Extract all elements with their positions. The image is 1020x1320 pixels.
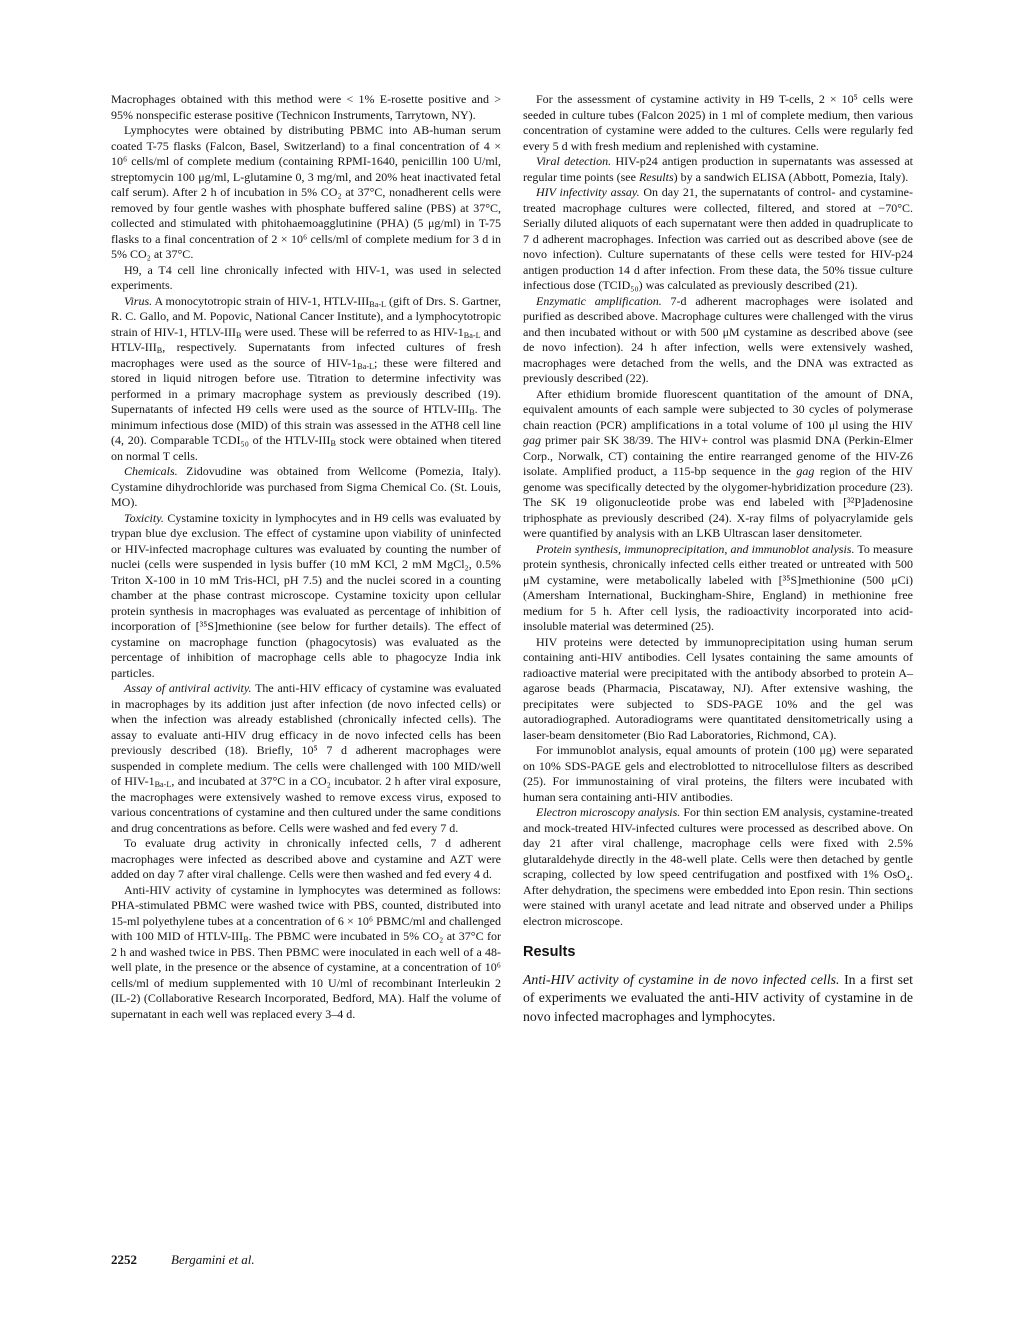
results-heading: Results [523, 944, 576, 960]
paragraph: Toxicity. Cystamine toxicity in lymphocytes and in H9 cells was evaluated by trypan blue dye exclusion. The effect of cystamine upon viability of uninfected or HIV-infected macrophage cultures was evaluated by counting the number of nuclei (cells were suspended in lysis buffer (10 mM KCl, 2 mM MgCl₂, 0.5% Triton X-100 in 10 mM Tris-HCl, pH 7.5) and the nuclei scored in a counting chamber at the phase contrast microscope. Cystamine toxicity upon cellular protein synthesis in macrophages was evaluated as percentage of inhibition of incorporation of [³⁵S]methionine (see below for further details). The effect of cystamine on macrophage function (phagocytosis) was evaluated as the percentage of inhibition of macrophage cells able to phagocyze India ink particles. [111, 510, 501, 680]
left-column [111, 92, 501, 1026]
paragraph: HIV infectivity assay. On day 21, the supernatants of control- and cystamine-treated macrophage cultures were collected, filtered, and stored at −70°C. Serially diluted aliquots of each supernatant were then added in quadruplicate to 7 d adherent macrophages. Infection was carried out as described above (see de novo infection). Culture supernatants of these cells were tested for HIV-p24 antigen production 14 d after infection. From these data, the 50% tissue culture infectious dose (TCID₅₀) was calculated as previously described (21). [523, 185, 914, 292]
paragraph: Lymphocytes were obtained by distributing PBMC into AB-human serum coated T-75 flasks (Falcon, Basel, Switzerland) to a final concentration of 4 × 10⁶ cells/ml of complete medium (containing RPMI-1640, penicillin 100 U/ml, streptomycin 100 μg/ml, L-glutamine 0, 3 mg/ml, and 20% heat inactivated fetal calf serum). After 2 h of incubation in 5% CO₂ at 37°C, nonadherent cells were removed by four gentle washes with phosphate buffered saline (PBS) at 37°C, collected and stimulated with phitohaemoagglutinine (PHA) (5 μg/ml) in T-75 flasks to a final concentration of 2 × 10⁶ cells/ml of complete medium for 3 d in 5% CO₂ at 37°C. [111, 123, 501, 261]
paragraph: Protein synthesis, immunoprecipitation, and immunoblot analysis. To measure protein synthesis, chronically infected cells either treated or untreated with 500 μM cystamine, were metabolically labeled with [³⁵S]methionine (500 μCi) (Amersham International, Buckingham-Shire, England) in methionine free medium for 5 h. After cell lysis, the radioactivity incorporated into acid-insoluble material was determined (25). [523, 541, 913, 633]
results-intro-paragraph: Anti-HIV activity of cystamine in de novo infected cells. In a first set of experiments we evaluated the anti-HIV activity of cystamine in de novo infected macrophages and lymphocytes. [523, 971, 913, 1024]
paragraph: Enzymatic amplification. 7-d adherent macrophages were isolated and purified as described above. Macrophage cultures were challenged with the virus and then incubated without or with 500 μM cystamine as described above (see de novo infection). 24 h after infection, wells were extensively washed, macrophages were detached from the wells, and the DNA was extracted as previously described (22). [523, 293, 914, 385]
paragraph: For the assessment of cystamine activity in H9 T-cells, 2 × 10⁵ cells were seeded in culture tubes (Falcon 2025) in 1 ml of complete medium, then various concentration of cystamine were added to the cultures. Cells were regularly fed every 5 d with fresh medium and replenished with cystamine. [523, 92, 913, 153]
running-authors: Bergamini et al. [171, 1252, 255, 1267]
paragraph: Assay of antiviral activity. The anti-HIV efficacy of cystamine was evaluated in macrophages by its addition just after infection (de novo infected cells) or when the infection was already established (chronically infected cells). The assay to evaluate anti-HIV drug efficacy in de novo infected cells has been previously described (18). Briefly, 10⁵ 7 d adherent macrophages were suspended in complete medium. The cells were challenged with 100 MID/well of HIV-$1_{Ba-L}$, and incubated at 37°C in a CO₂ incubator. 2 h after viral exposure, the macrophages were extensively washed to remove excess virus, exposed to various concentrations of cystamine and then cultured under the same conditions and drug concentrations as before. Cells were washed and fed every 7 d. [111, 681, 502, 835]
paragraph: Chemicals. Zidovudine was obtained from Wellcome (Pomezia, Italy). Cystamine dihydrochloride was purchased from Sigma Chemical Co. (St. Louis, MO). [111, 464, 501, 509]
paragraph: Viral detection. HIV-p24 antigen production in supernatants was assessed at regular time points (see Results) by a sandwich ELISA (Abbott, Pomezia, Italy). [523, 154, 913, 184]
right-column [523, 92, 913, 1026]
paragraph: For immunoblot analysis, equal amounts of protein (100 μg) were separated on 10% SDS-PAGE gels and electroblotted to nitrocellulose filters as described (25). For immunostaining of viral proteins, the filters were incubated with human sera containing anti-HIV antibodies. [523, 743, 913, 804]
page-footer [111, 1252, 611, 1268]
paragraph: To evaluate drug activity in chronically infected cells, 7 d adherent macrophages were infected as described above and cystamine and AZT were added on day 7 after viral challenge. Cells were then washed and fed every 4 d. [111, 836, 501, 881]
page-number: 2252 [111, 1252, 137, 1267]
two-column-text-area [111, 92, 913, 1026]
paragraph: After ethidium bromide fluorescent quantitation of the amount of DNA, equivalent amounts of each sample were subjected to 30 cycles of polymerase chain reaction (PCR) amplifications in a total volume of 100 μl using the HIV gag primer pair SK 38/39. The HIV+ control was plasmid DNA (Perkin-Elmer Corp., Norwalk, CT) containing the entire rearranged genome of the HIV-Z6 isolate. Amplified product, a 115-bp sequence in the gag region of the HIV genome was specifically detected by the olygomer-hybridization procedure (23). The SK 19 oligonucleotide probe was end labeled with [³²P]adenosine triphosphate as previously described (24). X-ray films of polyacrylamide gels were quantified by analysis with an LKB Ultrascan laser densitometer. [523, 386, 913, 540]
right-column-methods [523, 92, 913, 929]
paragraph: HIV proteins were detected by immunoprecipitation using human serum containing anti-HIV antibodies. Cell lysates containing the same amounts of radioactive material were precipitated with the antibody absorbed to protein A–agarose beads (Pharmacia, Piscataway, NJ). After extensive washing, the precipitates were subjected to SDS-PAGE 10% and the gel was autoradiographed. Autoradiograms were quantitated densitometrically using a laser-beam densitometer (Bio Rad Laboratories, Richmond, CA). [523, 634, 913, 742]
paragraph: H9, a T4 cell line chronically infected with HIV-1, was used in selected experiments. [111, 262, 501, 292]
paragraph: Anti-HIV activity of cystamine in lymphocytes was determined as follows: PHA-stimulated PBMC were washed twice with PBS, counted, distributed into 15-ml polyethylene tubes at a concentration of 6 × 10⁶ PBMC/ml and challenged with 100 MID of HTLV-$III_B$. The PBMC were incubated in 5% CO₂ at 37°C for 2 h and washed twice in PBS. Then PBMC were inoculated in each well of a 48-well plate, in the presence or the absence of cystamine, at a concentration of 10⁶ cells/ml of medium supplemented with 10 U/ml of recombinant Interleukin 2 (IL-2) (Collaborative Research Incorporated, Bedford, MA). Half the volume of supernatant in each well was replaced every 3–4 d. [111, 882, 502, 1021]
paragraph: Electron microscopy analysis. For thin section EM analysis, cystamine-treated and mock-treated HIV-infected cultures were processed as described above. On day 21 after viral challenge, macrophage cells were fixed with 2.5% glutaraldehyde directly in the 48-well plate. Cells were then detached by gentle scraping, collected by low speed centrifugation and postfixed with 1% OsO₄. After dehydration, the specimens were embedded into Epon resin. Thin sections were stained with uranyl acetate and lead nitrate and observed under a Philips electron microscope. [523, 805, 913, 928]
paragraph: Virus. A monocytotropic strain of HIV-1, HTLV-$III_{Ba-L}$ (gift of Drs. S. Gartner, R. C. Gallo, and M. Popovic, National Cancer Institute), and a lymphocytotropic strain of HIV-1, HTLV-$III_B$ were used. These will be referred to as HIV-$1_{Ba-L}$ and HTLV-$III_B$, respectively. Supernatants from infected cultures of fresh macrophages were used as the source of HIV-$1_{Ba-L}$; these were filtered and stored in liquid nitrogen before use. Titration to determine infectivity was performed in a primary macrophage system as previously described (19). Supernatants of infected H9 cells were used as the source of HTLV-$III_B$. The minimum infectious dose (MID) of this strain was assessed in the ATH8 cell line (4, 20). Comparable TCDI₅₀ of the HTLV-$III_B$ stock were obtained when titered on normal T cells. [111, 293, 502, 463]
paragraph: Macrophages obtained with this method were < 1% E-rosette positive and > 95% nonspecific esterase positive (Technicon Instruments, Tarrytown, NY). [111, 92, 501, 122]
